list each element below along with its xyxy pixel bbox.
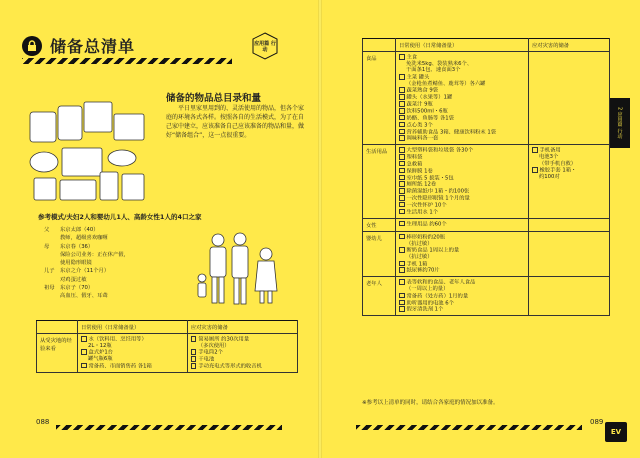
list-item: 干电池	[191, 356, 294, 363]
member-role: 父	[44, 227, 50, 233]
member-role	[44, 276, 60, 284]
left-supply-table	[36, 320, 298, 373]
list-item: 橡胶手套 1箱・	[532, 167, 606, 174]
category-cell: 食品	[363, 52, 396, 145]
checkbox-icon[interactable]	[399, 147, 405, 153]
disaster-items-cell	[529, 218, 610, 231]
daily-items-cell	[396, 145, 529, 218]
checkbox-icon[interactable]	[399, 209, 405, 215]
member-line	[44, 259, 194, 267]
member-detail: 使用隐形眼镜	[60, 260, 92, 267]
checkbox-icon[interactable]	[399, 306, 405, 312]
list-item: 免洗米5kg、袋装熟米6个、	[406, 60, 473, 67]
checkbox-icon[interactable]	[399, 267, 405, 273]
list-item: 塑料袋	[399, 154, 525, 161]
list-item: 主菜 罐头	[399, 74, 525, 81]
member-role	[44, 251, 60, 259]
checkbox-icon[interactable]	[399, 108, 405, 114]
family-illustration	[190, 230, 286, 308]
checkbox-icon[interactable]	[191, 363, 197, 369]
checkbox-icon[interactable]	[191, 356, 197, 362]
list-item: 调味料各一套	[399, 135, 525, 142]
category-cell: 婴幼儿	[363, 231, 396, 277]
checkbox-icon[interactable]	[399, 115, 405, 121]
list-item: 奶酪、鱼肠等 各1袋	[399, 115, 525, 122]
intro-paragraph: 平日里家里用到的、灵活使用的物品，但各个家庭的环境各式各样。按照各自的生活模式，为了在自己家中建立，应该准备自己应该准备的物品和量，做好“储备组合”，这一点很重要。	[166, 105, 305, 139]
list-item: 蔬菜汁 9瓶	[399, 101, 525, 108]
family-model-title: 参考模式/夫妇2人和婴幼儿1人、高龄女性1人的4口之家	[38, 213, 202, 221]
list-item: 手机 1箱	[399, 261, 525, 268]
page-number-left: 088	[36, 418, 50, 426]
list-item: 电池3个	[539, 154, 559, 161]
list-item: 表等软和的食品、老年人食品	[399, 279, 525, 286]
member-role	[44, 292, 60, 300]
category-cell: 女性	[363, 218, 396, 231]
list-item: 棒形奶粉约20瓶	[399, 234, 525, 241]
table-header-disaster: 应对灾害的储备	[187, 321, 297, 334]
checkbox-icon[interactable]	[399, 101, 405, 107]
disaster-items-cell	[187, 334, 297, 373]
checkbox-icon[interactable]	[532, 167, 538, 173]
member-role: 儿子	[44, 268, 55, 275]
member-line	[44, 284, 194, 292]
member-line	[44, 226, 194, 234]
checkbox-icon[interactable]	[399, 234, 405, 240]
member-detail: 东京之介（11个月）	[60, 268, 110, 275]
member-role: 母	[44, 243, 50, 250]
list-item: 简易厕所 约30次用量	[191, 336, 294, 343]
category-cell: 从受灾地的经验来看	[37, 334, 78, 373]
list-item: 常备药（处方药）1月的量	[399, 293, 525, 300]
member-line	[44, 276, 194, 284]
list-item: 常备药、市面销售药 各1箱	[81, 363, 184, 370]
list-item: 室巾纸 5 拔装・5包	[399, 175, 525, 182]
member-detail: 对鸡蛋过敏	[60, 276, 87, 283]
list-item: 生理用品 约60个	[399, 221, 525, 228]
daily-items-cell	[396, 231, 529, 277]
list-item: 大型塑料袋和垃圾袋 各30个	[399, 147, 525, 154]
disaster-items-cell	[529, 145, 610, 218]
list-item: （带手机自救）	[539, 160, 577, 167]
member-line	[44, 234, 194, 242]
list-item: 一次性隐形眼镜 1个月的量	[399, 195, 525, 202]
member-detail: 保险公司业务：正在休产假，	[60, 251, 129, 258]
list-item: 点心类 3个	[399, 122, 525, 129]
disaster-items-cell	[529, 52, 610, 145]
supplies-illustration	[22, 92, 150, 210]
list-item: （抗过敏）	[406, 253, 433, 260]
right-supply-table	[362, 38, 610, 316]
table-row	[363, 218, 610, 231]
list-item: 主食	[399, 54, 525, 61]
checkbox-icon[interactable]	[399, 202, 405, 208]
table-header-daily: 日常使用（日常储备量）	[396, 39, 529, 52]
checkbox-icon[interactable]	[399, 129, 405, 135]
member-detail: 东京春（36）	[60, 243, 94, 250]
daily-items-cell	[396, 52, 529, 145]
member-line	[44, 292, 194, 300]
table-row	[363, 145, 610, 218]
list-item: 断奶食品 1周以上的量	[399, 247, 525, 254]
chapter-side-tab[interactable]: 2 应用篇 行动	[610, 98, 630, 148]
checkbox-icon[interactable]	[532, 147, 538, 153]
list-item: 助听器用的电池 6个	[399, 300, 525, 307]
member-detail: 高血压、假牙、耳聋	[60, 293, 108, 300]
checkbox-icon[interactable]	[399, 74, 405, 80]
checkbox-icon[interactable]	[399, 94, 405, 100]
member-line	[44, 251, 194, 259]
checkbox-icon[interactable]	[191, 336, 197, 342]
list-item: 水（饮料用、烹饪用等）	[81, 336, 184, 343]
disaster-items-cell	[529, 277, 610, 316]
checkbox-icon[interactable]	[81, 336, 87, 342]
daily-items-cell	[78, 334, 188, 373]
list-item: 干面条1包、速食面3个	[406, 67, 461, 74]
checkbox-icon[interactable]	[81, 349, 87, 355]
table-header-daily: 日常使用（日常储备量）	[78, 321, 188, 334]
table-row	[363, 231, 610, 277]
title-row	[22, 34, 135, 57]
list-item: 除菌湿纸巾 1箱・约100张	[399, 188, 525, 195]
member-line	[44, 243, 194, 251]
checkbox-icon[interactable]	[399, 54, 405, 60]
list-item: 纸尿裤约70片	[399, 267, 525, 274]
list-item: 蔬菜熟食 9袋	[399, 87, 525, 94]
checkbox-icon[interactable]	[399, 175, 405, 181]
checkbox-icon[interactable]	[399, 300, 405, 306]
category-cell: 老年人	[363, 277, 396, 316]
daily-items-cell	[396, 277, 529, 316]
checkbox-icon[interactable]	[399, 279, 405, 285]
table-header-disaster: 应对灾害的储备	[529, 39, 610, 52]
right-page	[320, 0, 640, 458]
list-item: 厕所纸 12卷	[399, 181, 525, 188]
daily-items-cell	[396, 218, 529, 231]
checkbox-icon[interactable]	[399, 293, 405, 299]
list-item: （抗过敏）	[406, 240, 433, 247]
footnote: ※参考以上清单的同时，请结合各家庭的情况加以准备。	[362, 400, 499, 406]
table-header-blank	[37, 321, 78, 334]
hazard-stripe	[22, 58, 232, 64]
list-item: 手动充电式等形式的收音机	[191, 363, 294, 370]
checkbox-icon[interactable]	[81, 363, 87, 369]
section-subtitle: 储备的物品总目录和量	[166, 93, 262, 104]
member-role	[44, 234, 60, 242]
table-header-blank	[363, 39, 396, 52]
list-item: （一周以上的量）	[406, 286, 449, 293]
family-members	[44, 226, 194, 301]
member-role	[44, 259, 60, 267]
list-item: 约100对	[539, 174, 560, 181]
lock-icon	[22, 36, 42, 56]
member-role: 祖母	[44, 285, 55, 292]
disaster-items-cell	[529, 231, 610, 277]
list-item: 罐头（水果等）1罐	[399, 94, 525, 101]
checkbox-icon[interactable]	[399, 195, 405, 201]
list-item: 一次性怀炉 10个	[399, 202, 525, 209]
bottom-hazard-stripe-right	[356, 425, 582, 430]
list-item: 保鲜膜 1卷	[399, 168, 525, 175]
list-item: （多次使用）	[197, 342, 230, 349]
checkbox-icon[interactable]	[399, 168, 405, 174]
category-cell: 生活用品	[363, 145, 396, 218]
list-item: 2L・12瓶	[88, 342, 112, 349]
checkbox-icon[interactable]	[399, 261, 405, 267]
list-item: 罐气瓶6瓶	[88, 356, 113, 363]
checkbox-icon[interactable]	[399, 135, 405, 141]
list-item: 假牙清洗剂 1个	[399, 306, 525, 313]
member-detail: 教师，超级喜欢咖喱	[60, 235, 108, 242]
checkbox-icon[interactable]	[399, 181, 405, 187]
checkbox-icon[interactable]	[399, 122, 405, 128]
publisher-logo: EV	[605, 422, 627, 442]
member-detail: 东京子（70）	[60, 285, 94, 292]
page-title: 储备总清单	[50, 37, 136, 56]
checkbox-icon[interactable]	[399, 188, 405, 194]
bottom-hazard-stripe-left	[56, 425, 282, 430]
list-item: 手电筒2个	[191, 349, 294, 356]
badge-label: 应用篇 行动	[254, 41, 276, 53]
checkbox-icon[interactable]	[399, 154, 405, 160]
checkbox-icon[interactable]	[191, 349, 197, 355]
list-item: 急救箱	[399, 161, 525, 168]
member-detail: 东京太郎（40）	[60, 227, 99, 233]
checkbox-icon[interactable]	[399, 87, 405, 93]
table-row	[363, 52, 610, 145]
checkbox-icon[interactable]	[399, 247, 405, 253]
table-row	[363, 277, 610, 316]
list-item: 盒式炉1台	[81, 349, 184, 356]
list-item: （金枪鱼煮鲭鱼、鹿茸等）各六罐	[406, 80, 486, 87]
member-line	[44, 267, 194, 275]
list-item: 饮料500ml・6瓶	[399, 108, 525, 115]
checkbox-icon[interactable]	[399, 161, 405, 167]
list-item: 营养辅助食品 3箱、健康饮料粉末 1袋	[399, 129, 525, 136]
list-item: 手机备用	[532, 147, 606, 154]
page-number-right: 089	[590, 418, 604, 426]
list-item: 生活用水 1个	[399, 209, 525, 216]
checkbox-icon[interactable]	[399, 221, 405, 227]
